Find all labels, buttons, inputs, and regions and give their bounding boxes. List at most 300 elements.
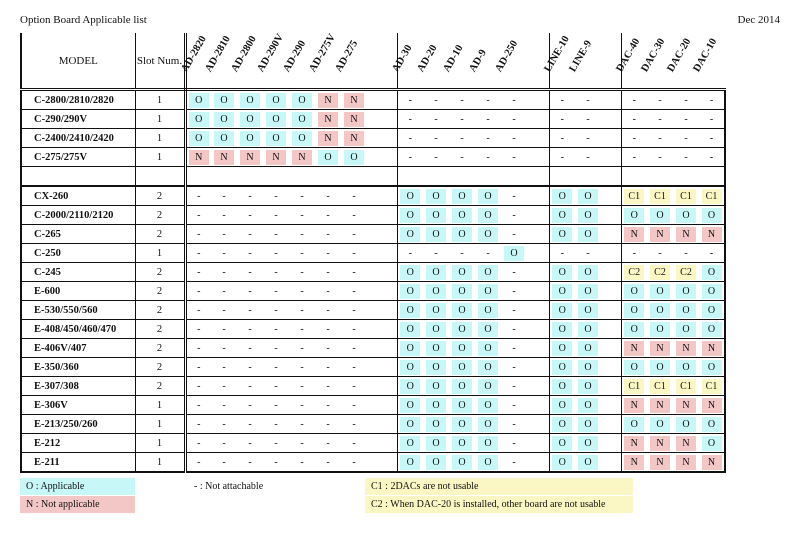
cell: [237, 358, 263, 377]
cell-value: -: [326, 247, 330, 259]
cell: [621, 90, 647, 110]
gap-cell: [367, 186, 397, 206]
cell-value: -: [512, 113, 516, 125]
cell: [449, 358, 475, 377]
cell-value: O: [478, 284, 498, 299]
model-name: E-408/450/460/470: [21, 320, 135, 339]
cell-value: -: [248, 399, 252, 411]
cell-value: -: [222, 437, 226, 449]
cell: [211, 320, 237, 339]
cell: [397, 129, 423, 148]
cell-value: O: [189, 93, 209, 108]
cell: [237, 434, 263, 453]
cell: [449, 339, 475, 358]
cell: [621, 263, 647, 282]
gap-cell: [601, 301, 621, 320]
cell-value: -: [560, 94, 564, 106]
cell: [699, 301, 725, 320]
cell: [289, 244, 315, 263]
cell-value: O: [650, 417, 670, 432]
cell: [315, 129, 341, 148]
cell-value: -: [512, 437, 516, 449]
cell: [621, 320, 647, 339]
cell-value: N: [318, 131, 338, 146]
cell: [575, 90, 601, 110]
cell: [315, 396, 341, 415]
cell-value: C1: [702, 189, 722, 204]
cell: [423, 225, 449, 244]
cell: [449, 263, 475, 282]
cell-value: -: [197, 323, 201, 335]
cell: [237, 206, 263, 225]
gap-cell: [601, 148, 621, 167]
cell-value: -: [352, 266, 356, 278]
cell: [211, 225, 237, 244]
cell: [341, 377, 367, 396]
cell: [397, 415, 423, 434]
gap-cell: [527, 167, 549, 187]
cell: [673, 453, 699, 473]
cell-value: O: [452, 436, 472, 451]
cell: [211, 339, 237, 358]
table-row: [21, 90, 725, 110]
gap-cell: [527, 301, 549, 320]
slot-number: 2: [135, 206, 185, 225]
cell-value: N: [624, 227, 644, 242]
gap-cell: [601, 453, 621, 473]
table-row: [21, 396, 725, 415]
cell: [315, 339, 341, 358]
gap-cell: [367, 377, 397, 396]
cell-value: -: [326, 418, 330, 430]
cell: [673, 148, 699, 167]
cell-value: O: [676, 208, 696, 223]
cell: [699, 110, 725, 129]
cell-value: -: [274, 361, 278, 373]
cell-value: O: [426, 436, 446, 451]
cell: [647, 186, 673, 206]
cell: [501, 206, 527, 225]
cell: [699, 263, 725, 282]
cell: [621, 167, 647, 187]
cell-value: -: [512, 132, 516, 144]
cell: [263, 186, 289, 206]
column-header-label: AD-290V: [255, 32, 286, 74]
column-header-ad-275: [333, 33, 367, 90]
cell: [699, 225, 725, 244]
cell: [423, 339, 449, 358]
cell: [699, 434, 725, 453]
cell-value: -: [460, 151, 464, 163]
cell: [263, 339, 289, 358]
cell: [423, 148, 449, 167]
cell: [699, 320, 725, 339]
cell-value: O: [578, 436, 598, 451]
cell-value: -: [352, 209, 356, 221]
model-name: C-245: [21, 263, 135, 282]
cell-value: -: [326, 304, 330, 316]
cell: [315, 415, 341, 434]
model-name: E-406V/407: [21, 339, 135, 358]
gap-cell: [527, 148, 549, 167]
cell-value: -: [632, 94, 636, 106]
slot-number: 1: [135, 244, 185, 263]
cell-value: O: [702, 265, 722, 280]
model-name: E-212: [21, 434, 135, 453]
cell: [341, 206, 367, 225]
cell-value: -: [300, 247, 304, 259]
cell: [185, 90, 211, 110]
cell-value: -: [586, 113, 590, 125]
cell-value: O: [624, 303, 644, 318]
cell: [475, 110, 501, 129]
cell: [475, 263, 501, 282]
cell-value: N: [702, 341, 722, 356]
cell-value: -: [632, 151, 636, 163]
cell: [211, 244, 237, 263]
cell-value: -: [197, 418, 201, 430]
cell: [185, 301, 211, 320]
table-row: [21, 225, 725, 244]
cell-value: N: [318, 93, 338, 108]
cell: [673, 206, 699, 225]
column-header-label: AD-20: [415, 43, 440, 74]
cell-value: N: [624, 436, 644, 451]
cell: [549, 206, 575, 225]
model-name: E-307/308: [21, 377, 135, 396]
gap-cell: [601, 415, 621, 434]
cell: [341, 90, 367, 110]
cell-value: O: [676, 360, 696, 375]
cell-value: -: [300, 456, 304, 468]
cell-value: -: [326, 456, 330, 468]
cell: [549, 339, 575, 358]
cell-value: -: [222, 228, 226, 240]
gap-cell: [601, 244, 621, 263]
cell-value: O: [452, 379, 472, 394]
gap-cell: [367, 129, 397, 148]
model-name: C-290/290V: [21, 110, 135, 129]
cell: [423, 301, 449, 320]
cell-value: N: [624, 341, 644, 356]
column-header-line-9: [567, 33, 601, 90]
gap-cell: [601, 320, 621, 339]
cell-value: O: [400, 284, 420, 299]
cell: [237, 301, 263, 320]
cell-value: O: [214, 93, 234, 108]
cell-value: -: [512, 361, 516, 373]
slot-number: 1: [135, 110, 185, 129]
cell-value: O: [452, 208, 472, 223]
cell-value: C1: [624, 189, 644, 204]
cell: [211, 434, 237, 453]
cell-value: -: [586, 151, 590, 163]
cell: [289, 453, 315, 473]
gap-cell: [601, 186, 621, 206]
model-name: E-350/360: [21, 358, 135, 377]
cell-value: O: [452, 265, 472, 280]
cell-value: -: [222, 304, 226, 316]
cell: [621, 282, 647, 301]
slot-number: 2: [135, 263, 185, 282]
table-row: [21, 358, 725, 377]
gap-cell: [601, 358, 621, 377]
gap-cell: [601, 90, 621, 110]
cell: [185, 396, 211, 415]
cell: [673, 339, 699, 358]
gap-cell: [367, 415, 397, 434]
cell: [211, 129, 237, 148]
cell-value: O: [426, 189, 446, 204]
table-row: [21, 244, 725, 263]
cell-value: -: [274, 437, 278, 449]
gap-cell: [527, 415, 549, 434]
cell: [575, 339, 601, 358]
cell: [185, 358, 211, 377]
cell-value: -: [352, 342, 356, 354]
cell-value: -: [326, 323, 330, 335]
cell: [341, 339, 367, 358]
cell: [475, 206, 501, 225]
cell: [647, 90, 673, 110]
cell: [315, 301, 341, 320]
cell-value: -: [248, 209, 252, 221]
cell: [289, 339, 315, 358]
cell: [341, 301, 367, 320]
cell: [549, 129, 575, 148]
column-header-label: AD-9: [467, 47, 489, 74]
cell-value: O: [552, 265, 572, 280]
cell: [423, 167, 449, 187]
slot-number: 2: [135, 358, 185, 377]
cell-value: O: [426, 227, 446, 242]
gap-cell: [601, 434, 621, 453]
cell: [575, 186, 601, 206]
cell-value: C1: [702, 379, 722, 394]
cell-value: -: [300, 399, 304, 411]
cell-value: -: [352, 399, 356, 411]
cell-value: N: [650, 436, 670, 451]
cell: [621, 148, 647, 167]
gap-cell: [601, 225, 621, 244]
cell: [549, 110, 575, 129]
cell-value: -: [658, 94, 662, 106]
cell-value: O: [702, 303, 722, 318]
cell: [575, 415, 601, 434]
cell-value: O: [452, 455, 472, 470]
cell: [647, 244, 673, 263]
cell: [289, 206, 315, 225]
cell: [237, 167, 263, 187]
cell: [263, 320, 289, 339]
cell: [699, 206, 725, 225]
cell: [673, 244, 699, 263]
cell: [575, 206, 601, 225]
cell: [647, 206, 673, 225]
cell-value: -: [512, 304, 516, 316]
cell-value: -: [684, 113, 688, 125]
cell: [423, 282, 449, 301]
slot-number: 1: [135, 453, 185, 473]
table-row: [21, 282, 725, 301]
cell-value: -: [222, 456, 226, 468]
cell: [315, 90, 341, 110]
cell: [549, 301, 575, 320]
cell: [575, 282, 601, 301]
table-row: [21, 453, 725, 473]
cell: [237, 453, 263, 473]
cell-value: -: [586, 94, 590, 106]
cell: [673, 129, 699, 148]
cell: [621, 415, 647, 434]
cell: [673, 90, 699, 110]
column-header-dac-10: [691, 33, 725, 90]
cell-value: -: [326, 228, 330, 240]
cell-value: -: [434, 113, 438, 125]
cell: [397, 396, 423, 415]
cell: [699, 396, 725, 415]
slot-number: 1: [135, 396, 185, 415]
cell: [475, 148, 501, 167]
column-header-label: AD-275: [333, 38, 361, 74]
cell: [647, 148, 673, 167]
cell: [699, 90, 725, 110]
cell-value: O: [578, 208, 598, 223]
table-row: [21, 186, 725, 206]
cell-value: -: [352, 190, 356, 202]
cell: [699, 339, 725, 358]
cell: [263, 90, 289, 110]
cell: [423, 206, 449, 225]
gap-cell: [527, 225, 549, 244]
cell-value: -: [197, 285, 201, 297]
cell-value: N: [344, 112, 364, 127]
cell-value: -: [408, 113, 412, 125]
cell: [289, 186, 315, 206]
cell: [549, 90, 575, 110]
cell: [397, 339, 423, 358]
cell-value: -: [586, 132, 590, 144]
cell: [185, 148, 211, 167]
cell: [237, 263, 263, 282]
model-name: E-600: [21, 282, 135, 301]
cell: [575, 110, 601, 129]
cell-value: O: [650, 284, 670, 299]
cell: [647, 320, 673, 339]
cell-value: O: [578, 322, 598, 337]
cell: [423, 434, 449, 453]
table-row: [21, 129, 725, 148]
cell: [185, 415, 211, 434]
cell-value: -: [300, 285, 304, 297]
cell: [621, 453, 647, 473]
cell-value: O: [552, 398, 572, 413]
column-header-label: AD-250: [493, 38, 521, 74]
gap-cell: [367, 358, 397, 377]
table-row: [21, 206, 725, 225]
cell-value: O: [650, 360, 670, 375]
cell-value: -: [658, 151, 662, 163]
cell-value: O: [478, 398, 498, 413]
cell: [449, 167, 475, 187]
cell: [621, 434, 647, 453]
cell: [549, 148, 575, 167]
cell: [397, 358, 423, 377]
model-name: CX-260: [21, 186, 135, 206]
cell: [501, 415, 527, 434]
cell: [397, 167, 423, 187]
cell-value: -: [300, 342, 304, 354]
slot-number: 1: [135, 129, 185, 148]
cell: [423, 186, 449, 206]
cell-value: -: [300, 266, 304, 278]
cell-value: O: [400, 189, 420, 204]
cell-value: -: [222, 190, 226, 202]
cell-value: -: [300, 380, 304, 392]
cell-value: -: [222, 247, 226, 259]
cell-value: -: [197, 304, 201, 316]
gap-cell: [367, 206, 397, 225]
cell-value: -: [512, 94, 516, 106]
cell: [621, 225, 647, 244]
cell: [211, 90, 237, 110]
cell: [449, 225, 475, 244]
cell-value: N: [650, 398, 670, 413]
column-header-ad-250: [493, 33, 527, 90]
cell: [475, 167, 501, 187]
cell: [549, 244, 575, 263]
gap-cell: [601, 129, 621, 148]
cell-value: N: [214, 150, 234, 165]
cell: [263, 148, 289, 167]
cell-value: O: [478, 379, 498, 394]
cell: [575, 225, 601, 244]
cell: [449, 282, 475, 301]
cell-value: O: [189, 131, 209, 146]
cell: [475, 396, 501, 415]
cell-value: -: [222, 323, 226, 335]
cell: [449, 396, 475, 415]
cell: [575, 301, 601, 320]
cell-value: -: [460, 132, 464, 144]
cell-value: O: [702, 417, 722, 432]
cell: [289, 396, 315, 415]
gap-cell: [527, 244, 549, 263]
column-header-label: AD-2800: [229, 34, 259, 74]
cell: [621, 301, 647, 320]
cell-value: -: [197, 209, 201, 221]
cell-value: -: [300, 437, 304, 449]
slot-number: 1: [135, 415, 185, 434]
cell: [449, 377, 475, 396]
cell-value: -: [352, 247, 356, 259]
column-header-label: LINE-10: [541, 34, 572, 74]
cell: [423, 396, 449, 415]
cell-value: -: [684, 94, 688, 106]
cell-value: -: [512, 418, 516, 430]
cell: [289, 90, 315, 110]
cell-value: -: [326, 399, 330, 411]
cell: [211, 167, 237, 187]
cell: [449, 415, 475, 434]
gap-cell: [527, 320, 549, 339]
cell: [549, 415, 575, 434]
cell: [449, 186, 475, 206]
cell: [341, 434, 367, 453]
cell: [575, 148, 601, 167]
cell-value: -: [326, 209, 330, 221]
cell-value: -: [248, 418, 252, 430]
